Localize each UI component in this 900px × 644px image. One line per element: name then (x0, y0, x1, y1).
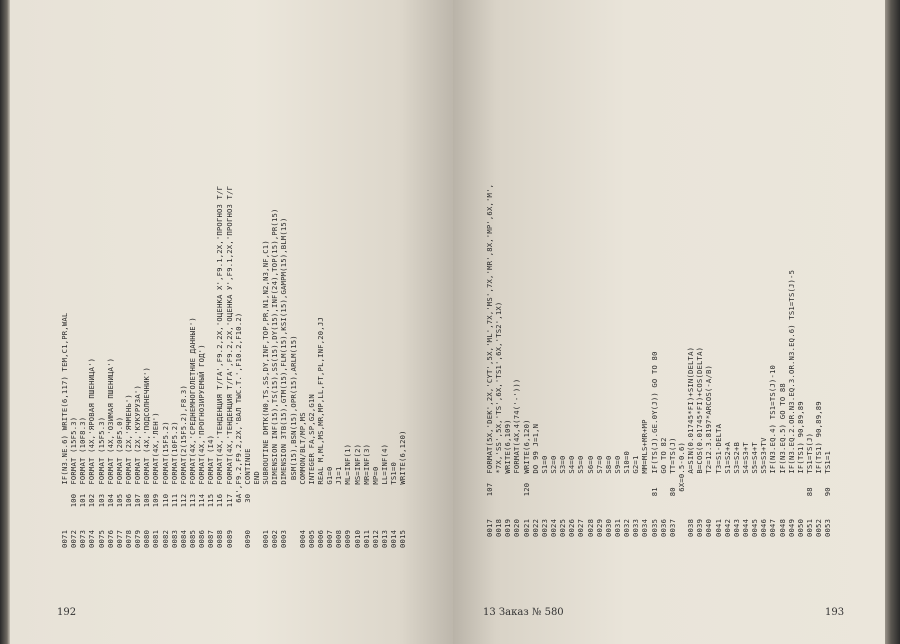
code-line: 0001 SUBROUTINE DMTK(N0,TS,SS,DY,INF,TOP,PR,N1,N2,N3,NF,C1) (261, 240, 271, 548)
code-line: 0017 107 FORMAT(5X,'DEK',2X,'CYT',5X,'ML',7X,'MS',7X,'MR',8X,'MP',6X,'M', (485, 183, 494, 537)
code-line: 0076 104 FORMAT (4X,'ОЗИМАЯ ПШЕНИЦА') (105, 357, 115, 548)
code-line: 0050 IF(TS1) 90,89,89 (795, 401, 805, 537)
code-line: 0007 G1=0 (325, 466, 335, 548)
code-line: 0072 100 FORMAT (15F5.3) (69, 416, 79, 548)
right-page (453, 0, 885, 644)
code-line: 0036 GO TO 82 (658, 437, 668, 537)
code-line: END (251, 471, 261, 548)
code-line: 0032 S10=0 (622, 450, 632, 537)
code-line: 0083 111 FORMAT(10F5.2) (169, 421, 179, 548)
code-line: 0024 S2=0 (548, 455, 558, 537)
code-line: 0014 TS1=0 (389, 461, 399, 548)
code-line: 0012 MP=0 (370, 466, 380, 548)
code-line: 0071 IF(N3.NE.6) WRITE(6,117) TEM,C1,PR,WAL (60, 312, 69, 548)
code-line: 0073 101 FORMAT (10F8.3) (78, 416, 88, 548)
code-line: 0023 S1=0 (539, 455, 549, 537)
code-line: 0086 114 FORMAT(4X,'ПРОГНОЗИРУЕМЫЙ ГОД') (197, 344, 207, 548)
code-line: 0020 FORMAT(4X,4(74('-'))) (512, 378, 522, 537)
right-page-edge (885, 0, 900, 644)
code-line: 0025 S3=0 (558, 455, 568, 537)
code-line: 0090 30 CONTINUE (242, 448, 252, 548)
code-line: 0031 S9=0 (612, 455, 622, 537)
code-line: 0030 S8=0 (603, 455, 613, 537)
right-page-code-listing (485, 184, 832, 537)
code-line: 0085 113 FORMAT(4X,'СРЕДНЕМНОГОЛЕТНИЕ ДАННЫЕ') (187, 317, 197, 548)
code-line: 0089 117 FORMAT(4X,'ТЕНДЕНЦИЯ Т/ГА',F9.2,2X,'ОЦЕНКА У',F9.1,2X,'ПРОГНОЗ Т/Г (224, 185, 234, 548)
code-line: 0034 MM=MLS+MR+MP (640, 419, 650, 537)
code-line: 0043 S3=S2+B (731, 441, 741, 537)
code-line: 0045 S5=S4+T (750, 441, 760, 537)
code-line: 0087 115 FORMAT (I4) (206, 434, 216, 548)
code-line: 0053 90 TS1=1 (823, 450, 833, 537)
code-line: 0041 T3=S1-DELTA (713, 423, 723, 537)
code-line: 0046 S5=S3+TV (759, 437, 769, 537)
code-line: 0002 DIMENSION INF(15),TS(15),SS(15),DY(15),INF(24),TOP(15),PR(15) (270, 208, 280, 548)
code-line: 0051 88 TS1=TS(J) (804, 432, 814, 537)
code-line: 0028 S6=0 (585, 455, 595, 537)
code-line: 0084 112 FORMAT(2(15F5.2),F8.3) (178, 385, 188, 548)
code-line: 0011 MR=INF(3) (361, 443, 371, 548)
code-line: 0015 WRITE(6,120) (398, 430, 408, 548)
code-line: 0008 J1=1 (334, 466, 344, 548)
code-line: 0018 *7X,'SS',5X,'TS',6X,'TS1',6X,'TS2',1X) (494, 301, 504, 537)
printer-signature: 13 Заказ № 580 (483, 607, 564, 618)
code-line: 0005 INTEGER FA,SP,G2,G1N (306, 394, 316, 548)
code-line: 0047 IF(N3.EQ.4) TS1=TS(J)-10 (768, 364, 778, 537)
code-line: 0004 COMMON/BLT/MP,MS (297, 412, 307, 548)
code-line: 0048 IF(N3.EQ.5) GO TO 88 (777, 383, 787, 537)
left-page (10, 0, 453, 644)
code-line: 0052 IF(TS1) 90,89,89 (814, 401, 824, 537)
code-line: 0088 116 FORMAT(4X,'ТЕНДЕНЦИЯ Т/ГА',F9.2,2X,'ОЦЕНКА Х',F9.1,2X,'ПРОГНОЗ Т/Г (215, 185, 225, 548)
code-line: 0009 ML=INF(1) (343, 443, 353, 548)
code-line: 0027 S5=0 (576, 455, 586, 537)
right-page-number: 193 (825, 607, 845, 618)
code-line: 0033 G2=1 (631, 455, 641, 537)
code-line: 0081 109 FORMAT(4X,'ЛЕН') (151, 412, 161, 548)
left-page-edge (0, 0, 10, 644)
code-line: 0029 S7=0 (594, 455, 604, 537)
code-line: 0021 120 WRITE(6,120) (521, 419, 531, 537)
code-line: 0010 MS=INF(2) (352, 443, 362, 548)
code-line: 0013 LL=INF(4) (379, 443, 389, 548)
code-line: 0006 REAL M,ML,MS,MR,MP,LL,FT,PL,INF,20,JJ (315, 317, 325, 548)
code-line: 0003 DIMENSION ЗTB(15),GTM(15),FLM(15),KSI(15),GAMPM(15),BLM(15) (279, 217, 289, 548)
left-page-code-listing (60, 186, 407, 548)
code-line: 0035 81 IF(TS(J).GE.0Y(J)) GO TO 80 (649, 351, 659, 537)
code-line: 0080 108 FORMAT (4X,'ПОДСОЛНЕЧНИК') (142, 366, 152, 548)
left-page-number: 192 (57, 607, 77, 618)
code-line: 0022 DO 99 J=1,N (530, 423, 540, 537)
code-line: 0026 S4=0 (567, 455, 577, 537)
code-line: 0039 B=COS(0.01745*FI)+COS(DELTA) (695, 346, 705, 537)
code-line: 0075 103 FORMAT (15F5.3) (96, 416, 106, 548)
code-line: 6А',F9.2,F9.2,2X,'ВАЛ ТЫС.Т.',F10.2,F10.2) (233, 312, 243, 548)
code-line: 0037 80 TT=TS(J) (667, 437, 677, 537)
code-line: 0077 105 FORMAT (20F5.0) (114, 416, 124, 548)
code-line: 0079 107 FORMAT (2X,'КУКУРУЗА') (133, 385, 143, 548)
code-line: 0044 S4=S3+T (740, 441, 750, 537)
code-line: 0038 A=SIN(0.01745*FI)+SIN(DELTA) (686, 346, 696, 537)
code-line: 0049 IF(N3.EQ.2.OR.N3.EQ.3.OR.N3.EQ.6) TS1=TS(J)-5 (786, 269, 796, 537)
code-line: 0074 102 FORMAT (4X,'ЯРОВАЯ ПШЕНИЦА') (87, 357, 97, 548)
code-line: 0019 WRITE(6,109) (503, 419, 513, 537)
code-line: 0078 106 FORMAT (2X,'ЯЧМЕНЬ') (123, 394, 133, 548)
code-line: 0042 S1=S2+A (722, 441, 732, 537)
code-line: 0040 T2=12.3.8197*ARCOS(-A/B) (704, 364, 714, 537)
code-line: BSM(15),BSN(15),OPR(15),ARLM(15) (288, 335, 298, 548)
code-line: 0082 110 FORMAT(15F5.2) (160, 421, 170, 548)
code-line: 6X=0.5-0.6) (676, 441, 686, 537)
